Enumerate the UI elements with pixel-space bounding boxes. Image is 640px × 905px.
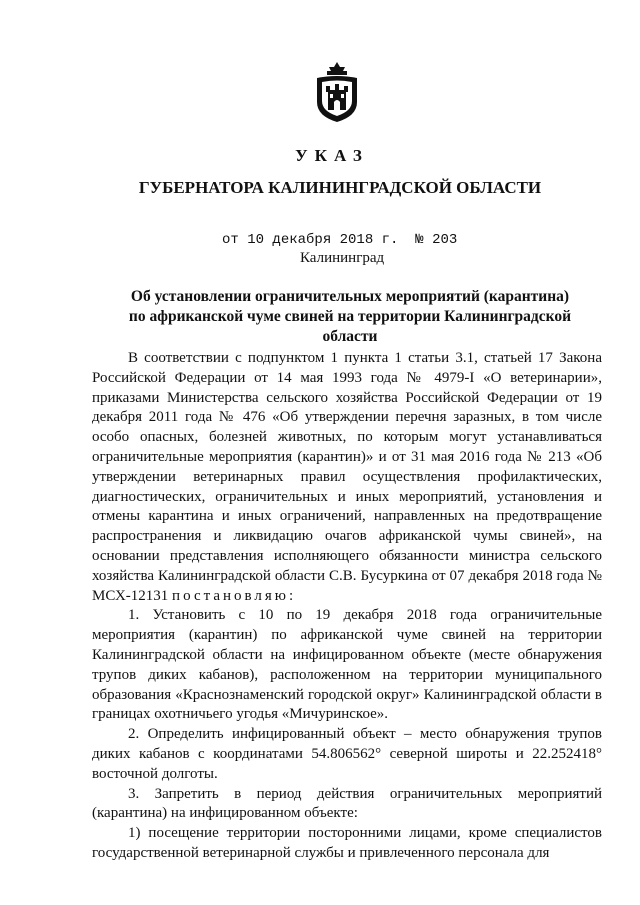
preamble-paragraph [92, 349, 602, 606]
preamble-text: В соответствии с подпунктом 1 пункта 1 статьи 3.1, статьей 17 Закона Российской Федерации от 14 мая 1993 года № 4979-I «О ветеринарии», приказами Министерства сельского хозяйства Российской Федерации от 19 декабря 2011 года № 476 «Об утверждении перечня заразных, в том числе особо опасных, болезней животных, по которым могут устанавливаться ограничительные мероприятия (карантин)» и от 31 мая 2016 года № 213 «Об утверждении ветеринарных правил осуществления профилактических, диагностических, ограничительных и иных мероприятий, установления и отмены карантина и иных ограничений, направленных на предотвращение распространения и ликвидацию очагов африканской чумы свиней», на основании представления исполняющего обязанности министра сельского хозяйства Калининградской области С.В. Бусуркина от 07 декабря 2018 года № МСХ-12131 [92, 350, 602, 604]
date-number-line [222, 232, 457, 248]
document-type: УКАЗ [295, 146, 369, 165]
coat-of-arms-emblem [313, 60, 361, 124]
item-3: 3. Запретить в период действия ограничительных мероприятий (карантина) на инфицированном объекте: [92, 785, 602, 822]
document-body [92, 349, 602, 864]
document-number: 203 [432, 232, 458, 248]
subject-line-1: Об установлении ограничительных мероприятий (карантина) [130, 288, 570, 305]
date-prefix: от [222, 232, 239, 248]
city: Калининград [300, 250, 385, 266]
number-sign: № [415, 232, 424, 248]
item-1: 1. Установить с 10 по 19 декабря 2018 года ограничительные мероприятия (карантин) по африканской чуме свиней на территории Калининградской области на инфицированном объекте (месте обнаружения трупов диких кабанов), расположенном на территории муниципального образования «Краснознаменский городской округ» Калининградской области в границах охотничьего угодья «Мичуринское». [92, 607, 602, 723]
subject-line-2: по африканской чуме свиней на территории Калининградской области [128, 308, 572, 345]
issuer-title: ГУБЕРНАТОРА КАЛИНИНГРАДСКОЙ ОБЛАСТИ [138, 178, 542, 197]
item-2: 2. Определить инфицированный объект – место обнаружения трупов диких кабанов с координатами 54.806562° северной широты и 22.252418° восточной долготы. [92, 726, 602, 782]
document-subject [100, 287, 600, 347]
document-date: 10 декабря 2018 г. [247, 232, 399, 248]
item-3-1: 1) посещение территории посторонними лицами, кроме специалистов государственной ветеринарной службы и привлеченного персонала для [92, 825, 602, 861]
decree-word: постановляю: [172, 587, 297, 604]
